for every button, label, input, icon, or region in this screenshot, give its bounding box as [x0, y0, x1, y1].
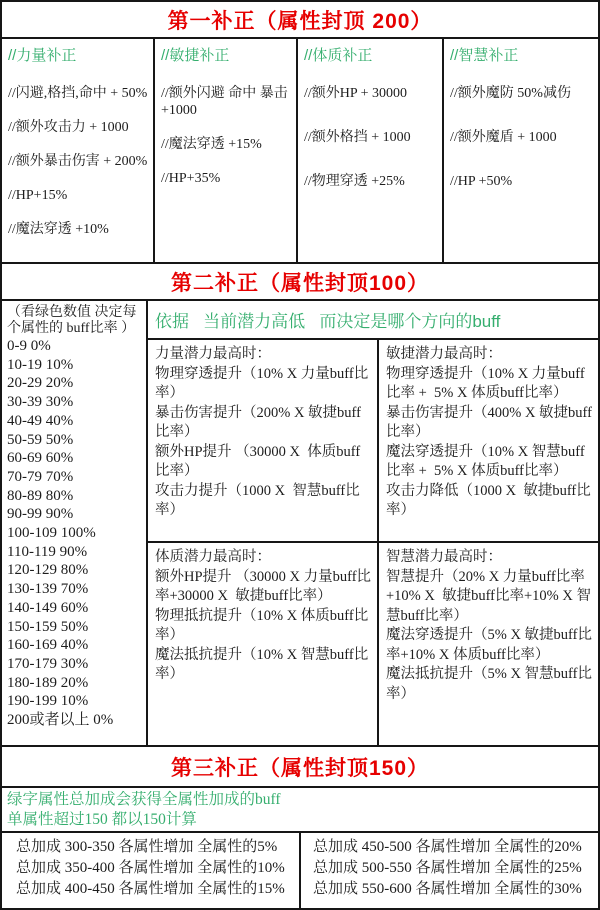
note-line: 单属性超过150 都以150计算: [7, 811, 197, 828]
text-line: //物理穿透 +25%: [304, 174, 405, 189]
section3-title: 第三补正（属性封顶150）: [2, 747, 598, 788]
buff-ratio-item: 190-199 10%: [7, 693, 89, 710]
bonus-row: 总加成 500-550 各属性增加 全属性的25%: [313, 860, 582, 876]
bonus-row: 总加成 450-500 各属性增加 全属性的20%: [313, 839, 582, 855]
column-strength-lines: [8, 85, 149, 238]
section2-body: [2, 301, 598, 747]
buff-ratio-item: 100-109 100%: [7, 525, 96, 542]
section2-title: 第二补正（属性封顶100）: [2, 264, 598, 301]
buff-ratio-item: 150-159 50%: [7, 618, 89, 635]
column-wisdom: [442, 39, 598, 262]
block-line: 物理穿透提升（10% X 力量buff比率 + 5% X 体质buff比率）: [386, 365, 585, 401]
buff-ratio-item: 130-139 70%: [7, 581, 89, 598]
buff-ratio-item: 140-149 60%: [7, 599, 89, 616]
block-line: 魔法穿透提升（10% X 智慧buff比率 + 5% X 体质buff比率）: [386, 443, 585, 479]
text-line: //魔法穿透 +15%: [161, 137, 262, 152]
text-line: //额外格挡 + 1000: [304, 130, 411, 145]
block-line: 额外HP提升 （30000 X 体质buff比率）: [155, 443, 361, 479]
column-constitution: [296, 39, 442, 262]
bonus-row: 总加成 550-600 各属性增加 全属性的30%: [313, 881, 582, 897]
block-line: 攻击力降低（1000 X 敏捷buff比率）: [386, 482, 591, 518]
buff-ratio-item: 50-59 50%: [7, 431, 74, 448]
column-strength-header: //力量补正: [8, 47, 77, 64]
block-title: 力量潜力最高时：: [155, 346, 271, 362]
block-line: 攻击力提升（1000 X 智慧buff比率）: [155, 482, 360, 518]
block-line: 物理抵抗提升（10% X 体质buff比率）: [155, 607, 369, 643]
buff-ratio-item: 120-129 80%: [7, 562, 89, 579]
block-line: 暴击伤害提升（200% X 敏捷buff比率）: [155, 404, 361, 440]
text-line: //HP+15%: [8, 188, 68, 203]
column-agility-lines: [161, 85, 292, 187]
column-agility-header: //敏捷补正: [161, 47, 230, 64]
buff-ratio-item: 170-179 30%: [7, 655, 89, 672]
buff-ratio-item: 200或者以上 0%: [7, 712, 114, 729]
text-line: //闪避,格挡,命中 + 50%: [8, 86, 148, 101]
potential-rule-header: 依据 当前潜力高低 而决定是哪个方向的buff: [148, 301, 598, 340]
block-line: 暴击伤害提升（400% X 敏捷buff比率）: [386, 404, 592, 440]
block-line: 额外HP提升 （30000 X 力量buff比率+30000 X 敏捷buff比率）: [155, 568, 372, 604]
column-agility: [153, 39, 296, 262]
block-line: 物理穿透提升（10% X 力量buff比率）: [155, 365, 369, 401]
section2-right: [146, 301, 598, 745]
buff-ratio-item: 80-89 80%: [7, 487, 74, 504]
buff-ratio-item: 110-119 90%: [7, 543, 88, 560]
buff-ratio-item: 160-169 40%: [7, 637, 89, 654]
column-constitution-lines: [304, 85, 438, 190]
column-wisdom-lines: [450, 85, 594, 190]
section1-columns: [2, 39, 598, 264]
text-line: //额外攻击力 + 1000: [8, 120, 129, 135]
buff-ratio-column: [2, 301, 146, 745]
potential-blocks: [148, 340, 598, 745]
bonus-table-right: [299, 833, 598, 908]
column-wisdom-header: //智慧补正: [450, 47, 519, 64]
block-constitution-potential: [148, 541, 377, 745]
bonus-row: 总加成 300-350 各属性增加 全属性的5%: [16, 839, 278, 855]
block-line: 魔法抵抗提升（5% X 智慧buff比率）: [386, 666, 592, 702]
block-title: 体质潜力最高时：: [155, 549, 271, 565]
buff-ratio-item: 70-79 70%: [7, 468, 74, 485]
buff-ratio-item: 20-29 20%: [7, 375, 74, 392]
block-line: 智慧提升（20% X 力量buff比率+10% X 敏捷buff比率+10% X 智慧buff比率）: [386, 568, 591, 624]
buff-ratio-item: 90-99 90%: [7, 506, 74, 523]
buff-ratio-item: 180-189 20%: [7, 674, 89, 691]
bonus-row: 总加成 400-450 各属性增加 全属性的15%: [16, 881, 285, 897]
buff-ratio-item: 40-49 40%: [7, 412, 74, 429]
block-title: 智慧潜力最高时：: [386, 549, 502, 565]
section3-notes: [2, 788, 598, 833]
buff-ratio-list: [7, 337, 144, 730]
block-line: 魔法抵抗提升（10% X 智慧buff比率）: [155, 646, 369, 682]
section1-title: 第一补正（属性封顶 200）: [2, 2, 598, 39]
note-line: 绿字属性总加成会获得全属性加成的buff: [7, 791, 281, 808]
text-line: //额外HP + 30000: [304, 86, 408, 101]
buff-ratio-item: 30-39 30%: [7, 394, 74, 411]
bonus-table-left: [2, 833, 299, 908]
text-line: //额外魔盾 + 1000: [450, 130, 557, 145]
text-line: //HP+35%: [161, 171, 221, 186]
text-line: //魔法穿透 +10%: [8, 222, 109, 237]
column-constitution-header: //体质补正: [304, 47, 373, 64]
text-line: //额外闪避 命中 暴击 +1000: [161, 86, 292, 118]
text-line: //额外暴击伤害 + 200%: [8, 154, 148, 169]
block-agility-potential: [377, 340, 598, 541]
text-line: //HP +50%: [450, 174, 513, 189]
block-strength-potential: [148, 340, 377, 541]
buff-ratio-item: 10-19 10%: [7, 356, 74, 373]
total-bonus-table: [2, 833, 598, 908]
column-strength: [2, 39, 153, 262]
block-wisdom-potential: [377, 541, 598, 745]
bonus-row: 总加成 350-400 各属性增加 全属性的10%: [16, 860, 285, 876]
buff-ratio-note: （看绿色数值 决定每个属性的 buff比率 ）: [7, 305, 137, 336]
buff-ratio-item: 0-9 0%: [7, 338, 51, 354]
buff-ratio-item: 60-69 60%: [7, 450, 74, 467]
text-line: //额外魔防 50%减伤: [450, 86, 571, 101]
block-title: 敏捷潜力最高时：: [386, 346, 502, 362]
block-line: 魔法穿透提升（5% X 敏捷buff比率+10% X 体质buff比率）: [386, 627, 592, 663]
